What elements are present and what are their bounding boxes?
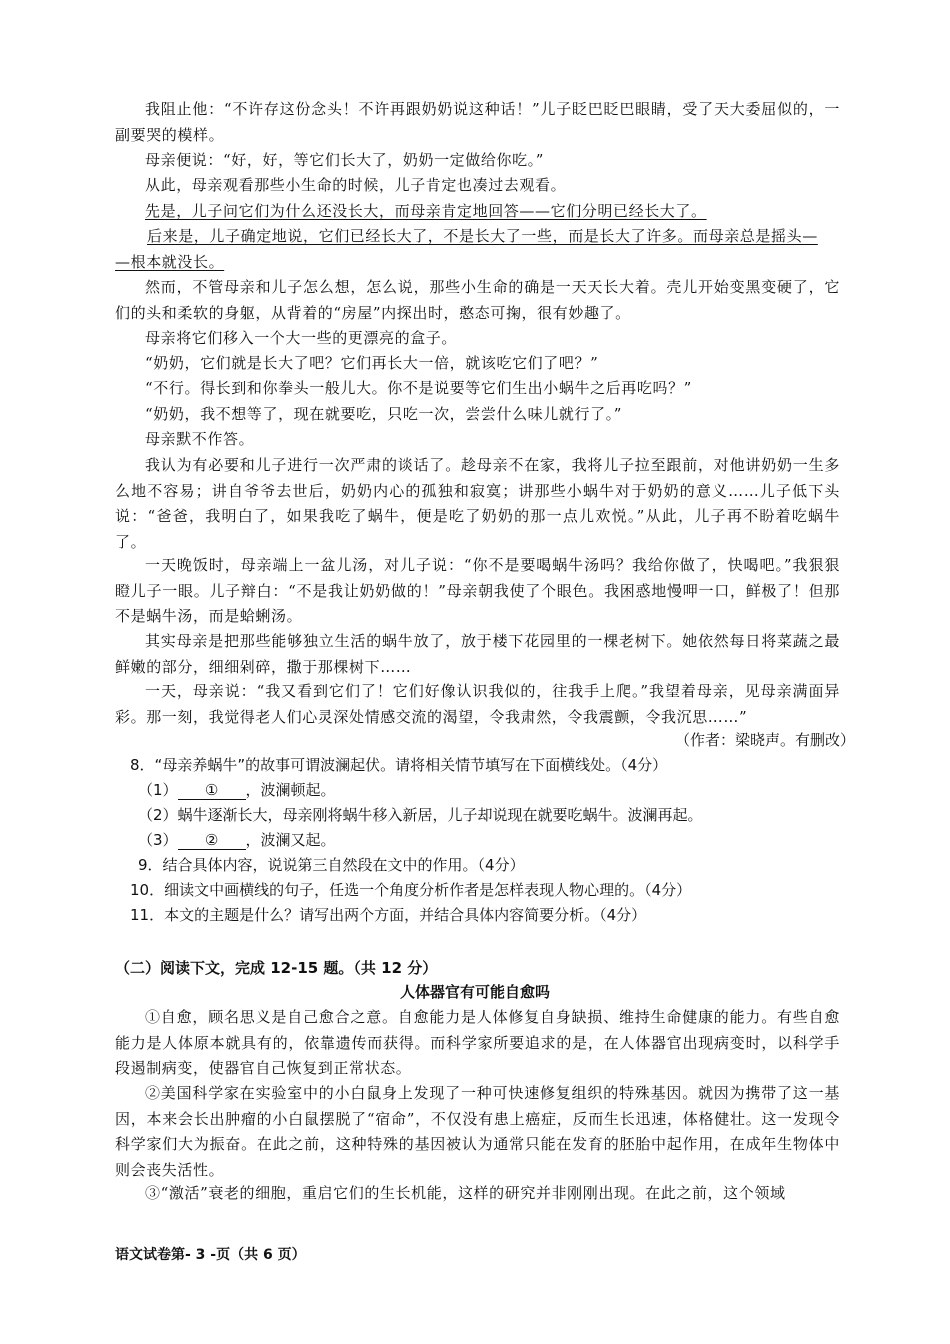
question-8-item-3: （3） ② ，波澜又起。 bbox=[138, 831, 336, 849]
underlined-sentence-cont: —根本就没长。 bbox=[115, 253, 225, 271]
story-paragraph: “奶奶，我不想等了，现在就要吃，只吃一次，尝尝什么味儿就行了。” bbox=[145, 405, 623, 423]
answer-blank-2[interactable]: ② bbox=[178, 831, 246, 850]
story-paragraph: 我阻止他：“不许存这份念头！不许再跟奶奶说这种话！”儿子眨巴眨巴眼睛，受了天大委屈似的，一副要哭的模样。 bbox=[115, 100, 840, 144]
article-paragraph: ②美国科学家在实验室中的小白鼠身上发现了一种可快速修复组织的特殊基因。就因为携带了这一基因，本来会长出肿瘤的小白鼠摆脱了“宿命”，不仅没有患上癌症，反而生长迅速，体格健壮。这一发现令科学家们大为振奋。在此之前，这种特殊的基因被认为通常只能在发育的胚胎中起作用，在成年生物体中则会丧失活性。 bbox=[115, 1084, 840, 1179]
answer-blank-1[interactable]: ① bbox=[178, 781, 246, 800]
page-footer: 语文试卷第- 3 -页（共 6 页） bbox=[115, 1247, 306, 1263]
question-10: 10．细读文中画横线的句子，任选一个角度分析作者是怎样表现人物心理的。（4分） bbox=[130, 881, 692, 899]
underlined-sentence: 先是，儿子问它们为什么还没长大，而母亲肯定地回答——它们分明已经长大了。 bbox=[145, 202, 707, 220]
story-paragraph: 我认为有必要和儿子进行一次严肃的谈话了。趁母亲不在家，我将儿子拉至跟前，对他讲奶奶一生多么地不容易；讲自爷爷去世后，奶奶内心的孤独和寂寞；讲那些小蜗牛对于奶奶的意义……儿子低下头说：“爸爸，我明白了，如果我吃了蜗牛，便是吃了奶奶的那一点儿欢悦。”从此，儿子再不盼着吃蜗牛了。 bbox=[115, 456, 840, 551]
article-paragraph: ①自愈，顾名思义是自己愈合之意。自愈能力是人体修复自身缺损、维持生命健康的能力。有些自愈能力是人体原本就具有的，依靠遗传而获得。而科学家所要追求的是，在人体器官出现病变时，以科学手段遏制病变，使器官自己恢复到正常状态。 bbox=[115, 1008, 840, 1077]
author-note: （作者：梁晓声。有删改） bbox=[674, 731, 855, 749]
story-paragraph: 母亲默不作答。 bbox=[145, 430, 255, 448]
story-paragraph: 母亲将它们移入一个大一些的更漂亮的盒子。 bbox=[145, 329, 458, 347]
question-8-item-1: （1） ① ，波澜顿起。 bbox=[138, 781, 336, 799]
article-title: 人体器官有可能自愈吗 bbox=[399, 983, 550, 1001]
question-8-item-2: （2）蜗牛逐渐长大，母亲刚将蜗牛移入新居，儿子却说现在就要吃蜗牛。波澜再起。 bbox=[138, 806, 703, 824]
story-paragraph: “奶奶，它们就是长大了吧？它们再长大一倍，就该吃它们了吧？” bbox=[145, 354, 599, 372]
story-paragraph: 其实母亲是把那些能够独立生活的蜗牛放了，放于楼下花园里的一棵老树下。她依然每日将菜蔬之最鲜嫩的部分，细细剁碎，撒于那棵树下…… bbox=[115, 632, 840, 676]
underlined-sentence: 后来是，儿子确定地说，它们已经长大了，不是长大了一些，而是长大了许多。而母亲总是摇头— bbox=[147, 227, 818, 245]
story-paragraph: 一天晚饭时，母亲端上一盆儿汤，对儿子说：“你不是要喝蜗牛汤吗？我给你做了，快喝吧。”我狠狠瞪儿子一眼。儿子辩白：“不是我让奶奶做的！”母亲朝我使了个眼色。我困惑地慢呷一口，鲜极了！但那不是蜗牛汤，而是蛤蜊汤。 bbox=[115, 556, 840, 625]
section-heading: （二）阅读下文，完成 12-15 题。（共 12 分） bbox=[115, 959, 438, 977]
question-8: 8．“母亲养蜗牛”的故事可谓波澜起伏。请将相关情节填写在下面横线处。（4分） bbox=[130, 756, 668, 774]
question-9: 9．结合具体内容，说说第三自然段在文中的作用。（4分） bbox=[138, 856, 525, 874]
story-paragraph: “不行。得长到和你拳头一般儿大。你不是说要等它们生出小蜗牛之后再吃吗？” bbox=[145, 379, 692, 397]
story-paragraph: 一天，母亲说：“我又看到它们了！它们好像认识我似的，往我手上爬。”我望着母亲，见母亲满面异彩。那一刻，我觉得老人们心灵深处情感交流的渴望，令我肃然，令我震颤，令我沉思……” bbox=[115, 682, 840, 726]
story-paragraph: 然而，不管母亲和儿子怎么想，怎么说，那些小生命的确是一天天长大着。壳儿开始变黑变硬了，它们的头和柔软的身躯，从背着的“房屋”内探出时，憨态可掬，很有妙趣了。 bbox=[115, 278, 840, 322]
story-paragraph: 从此，母亲观看那些小生命的时候，儿子肯定也凑过去观看。 bbox=[145, 176, 567, 194]
article-paragraph: ③“激活”衰老的细胞，重启它们的生长机能，这样的研究并非刚刚出现。在此之前，这个领域 bbox=[145, 1184, 786, 1202]
story-paragraph: 母亲便说：“好，好，等它们长大了，奶奶一定做给你吃。” bbox=[145, 151, 545, 169]
question-11: 11．本文的主题是什么？请写出两个方面，并结合具体内容简要分析。（4分） bbox=[130, 906, 647, 924]
